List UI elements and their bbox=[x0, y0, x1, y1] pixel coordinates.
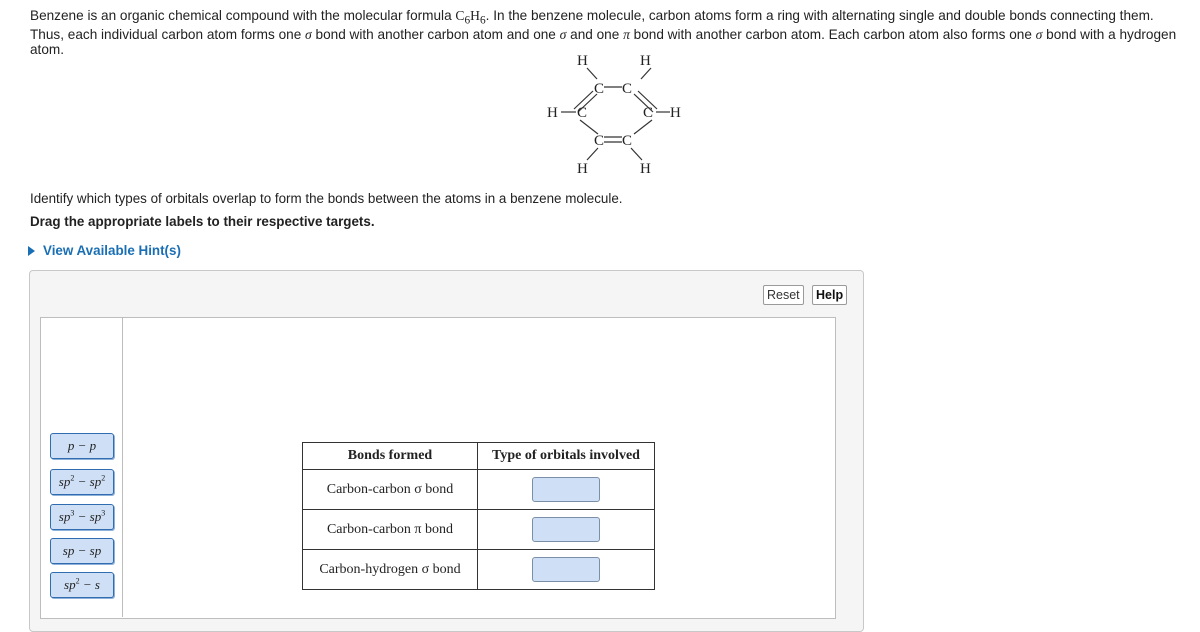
table-row bbox=[303, 510, 655, 550]
atom-c: C bbox=[577, 105, 588, 121]
atom-h: H bbox=[577, 161, 588, 177]
draggable-label[interactable]: p − p bbox=[50, 433, 114, 459]
target-cell bbox=[478, 510, 655, 550]
help-button[interactable]: Help bbox=[812, 285, 847, 305]
draggable-label[interactable]: $sp^3 - sp^3$ bbox=[50, 504, 114, 530]
intro-text: Benzene is an organic chemical compound with the molecular formula bbox=[30, 8, 456, 23]
instruction-text: Drag the appropriate labels to their respective targets. bbox=[30, 214, 375, 229]
column-header: Bonds formed bbox=[303, 443, 478, 470]
atom-c: C bbox=[594, 81, 605, 97]
sigma-symbol: σ bbox=[305, 27, 312, 43]
draggable-label[interactable]: $sp^2 - sp^2$ bbox=[50, 469, 114, 495]
bond-cell: Carbon-hydrogen σ bond bbox=[303, 550, 478, 590]
target-cell bbox=[478, 470, 655, 510]
atom-h: H bbox=[640, 53, 651, 69]
drop-target[interactable] bbox=[532, 557, 600, 582]
atom-h: H bbox=[670, 105, 681, 121]
atom-h: H bbox=[577, 53, 588, 69]
atom-c: C bbox=[594, 133, 605, 149]
table-header-row bbox=[303, 443, 655, 470]
target-cell bbox=[478, 550, 655, 590]
atom-h: H bbox=[640, 161, 651, 177]
atom-c: C bbox=[622, 81, 633, 97]
sigma-symbol: σ bbox=[559, 27, 567, 43]
table-row bbox=[303, 550, 655, 590]
atom-c: C bbox=[622, 133, 633, 149]
atom-c: C bbox=[643, 105, 654, 121]
benzene-structure bbox=[0, 0, 1200, 190]
bond-cell: Carbon-carbon σ bond bbox=[303, 470, 478, 510]
view-hints-link[interactable] bbox=[28, 243, 181, 258]
sigma-symbol: σ bbox=[1035, 27, 1043, 43]
bonds-table bbox=[302, 442, 655, 590]
drop-target[interactable] bbox=[532, 517, 600, 542]
bond-cell: Carbon-carbon π bond bbox=[303, 510, 478, 550]
question-text: Identify which types of orbitals overlap to form the bonds between the atoms in a benzene molecule. bbox=[30, 191, 623, 206]
drop-target[interactable] bbox=[532, 477, 600, 502]
formula: $C_6H_6$ bbox=[455, 8, 486, 27]
hints-link-label: View Available Hint(s) bbox=[43, 243, 181, 258]
reset-button[interactable]: Reset bbox=[763, 285, 804, 305]
intro-paragraph: Benzene is an organic chemical compound with the molecular formula $C_6H_6$. In the benzene molecule, carbon atoms form a ring with alternating single and double bonds connecting them. Thus, each individual carbon atom forms one σ bond with another carbon atom and one σ and one π bond with another carbon atom. Each carbon atom also forms one σ bond with a hydrogen atom. bbox=[30, 8, 1177, 57]
draggable-label[interactable]: $sp^2 - s$ bbox=[50, 572, 114, 598]
pi-symbol: π bbox=[623, 27, 630, 43]
draggable-label[interactable]: sp − sp bbox=[50, 538, 114, 564]
column-header: Type of orbitals involved bbox=[478, 443, 655, 470]
expand-triangle-icon bbox=[28, 246, 35, 256]
table-row bbox=[303, 470, 655, 510]
atom-h: H bbox=[547, 105, 558, 121]
